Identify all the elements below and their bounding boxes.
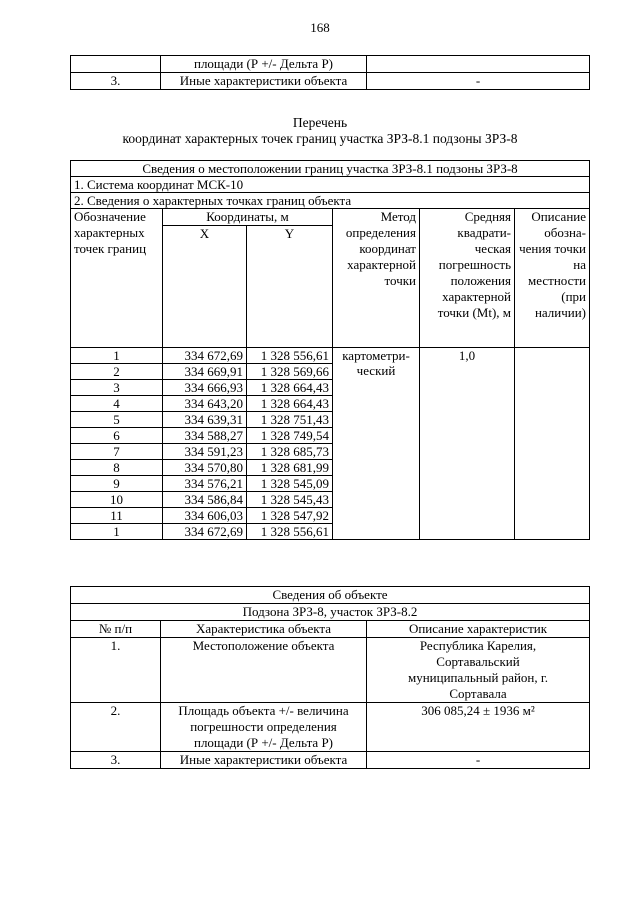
row-number: 3. (71, 73, 161, 90)
col-header-coords: Координаты, м (163, 209, 333, 226)
heading-line-2: координат характерных точек границ участка ЗРЗ-8.1 подзоны ЗРЗ-8 (122, 131, 518, 146)
object-table-title: Сведения об объекте (71, 587, 590, 604)
heading-line-1: Перечень (292, 115, 348, 130)
col-header-error: Средняя квадрати-ческая погрешность положения характерной точки (Mt), м (420, 209, 515, 348)
col-header-desc: Описание характеристик (367, 621, 590, 638)
row-number: 2. (71, 703, 161, 752)
point-number: 7 (71, 444, 163, 460)
point-number: 8 (71, 460, 163, 476)
description-cell (367, 638, 590, 703)
point-number: 4 (71, 396, 163, 412)
y-coordinate: 1 328 545,09 (247, 476, 333, 492)
col-header-description: Описание обозна-чения точки на местности (при наличии) (515, 209, 590, 348)
col-header-y: Y (247, 226, 333, 348)
x-coordinate: 334 591,23 (163, 444, 247, 460)
table-row (71, 348, 590, 364)
table-row (71, 56, 590, 73)
x-coordinate: 334 639,31 (163, 412, 247, 428)
characteristic-cell: Площадь объекта +/- величина погрешности определения площади (Р +/- Дельта Р) (161, 703, 367, 752)
row-number: 3. (71, 752, 161, 769)
description-cell (515, 348, 590, 540)
description-text: Республика Карелия, Сортавальский муниципальный район, г. Сортавала (407, 638, 548, 701)
y-coordinate: 1 328 556,61 (247, 348, 333, 364)
y-coordinate: 1 328 545,43 (247, 492, 333, 508)
col-header-method: Метод определения координат характерной точки (333, 209, 420, 348)
y-coordinate: 1 328 664,43 (247, 380, 333, 396)
y-coordinate: 1 328 556,61 (247, 524, 333, 540)
description-cell (367, 56, 590, 73)
characteristic-cell: Иные характеристики объекта (161, 73, 367, 90)
error-cell: 1,0 (420, 348, 515, 540)
col-header-point: Обозначение характерных точек границ (71, 209, 163, 348)
point-number: 2 (71, 364, 163, 380)
col-header-characteristic: Характеристика объекта (161, 621, 367, 638)
description-cell: 306 085,24 ± 1936 м² (367, 703, 590, 752)
point-number: 1 (71, 524, 163, 540)
y-coordinate: 1 328 681,99 (247, 460, 333, 476)
page-number: 168 (310, 20, 330, 35)
y-coordinate: 1 328 547,92 (247, 508, 333, 524)
x-coordinate: 334 672,69 (163, 348, 247, 364)
coords-table-title: Сведения о местоположении границ участка ЗРЗ-8.1 подзоны ЗРЗ-8 (71, 161, 590, 177)
x-coordinate: 334 588,27 (163, 428, 247, 444)
row-number: 1. (71, 638, 161, 703)
x-coordinate: 334 666,93 (163, 380, 247, 396)
y-coordinate: 1 328 685,73 (247, 444, 333, 460)
y-coordinate: 1 328 751,43 (247, 412, 333, 428)
col-header-x: X (163, 226, 247, 348)
coordinate-system: 1. Система координат МСК-10 (71, 177, 590, 193)
y-coordinate: 1 328 749,54 (247, 428, 333, 444)
x-coordinate: 334 586,84 (163, 492, 247, 508)
table-row (71, 752, 590, 769)
x-coordinate: 334 576,21 (163, 476, 247, 492)
table-row (71, 638, 590, 703)
table-row (71, 703, 590, 752)
y-coordinate: 1 328 664,43 (247, 396, 333, 412)
x-coordinate: 334 669,91 (163, 364, 247, 380)
x-coordinate: 334 570,80 (163, 460, 247, 476)
row-number (71, 56, 161, 73)
col-header-num: № п/п (71, 621, 161, 638)
x-coordinate: 334 672,69 (163, 524, 247, 540)
characteristic-cell: Местоположение объекта (161, 638, 367, 703)
point-number: 10 (71, 492, 163, 508)
section-heading (0, 115, 640, 147)
point-number: 1 (71, 348, 163, 364)
coordinates-table (70, 160, 590, 540)
x-coordinate: 334 643,20 (163, 396, 247, 412)
top-object-table-continuation (70, 55, 590, 90)
x-coordinate: 334 606,03 (163, 508, 247, 524)
object-info-table (70, 586, 590, 769)
point-number: 5 (71, 412, 163, 428)
point-number: 6 (71, 428, 163, 444)
method-cell: картометри-ческий (333, 348, 420, 540)
points-info: 2. Сведения о характерных точках границ объекта (71, 193, 590, 209)
object-table-subtitle: Подзона ЗРЗ-8, участок ЗРЗ-8.2 (71, 604, 590, 621)
description-cell: - (367, 752, 590, 769)
y-coordinate: 1 328 569,66 (247, 364, 333, 380)
point-number: 3 (71, 380, 163, 396)
table-row (71, 73, 590, 90)
characteristic-cell: площади (Р +/- Дельта Р) (161, 56, 367, 73)
description-cell: - (367, 73, 590, 90)
point-number: 11 (71, 508, 163, 524)
coord-rows (71, 348, 590, 540)
characteristic-cell: Иные характеристики объекта (161, 752, 367, 769)
point-number: 9 (71, 476, 163, 492)
